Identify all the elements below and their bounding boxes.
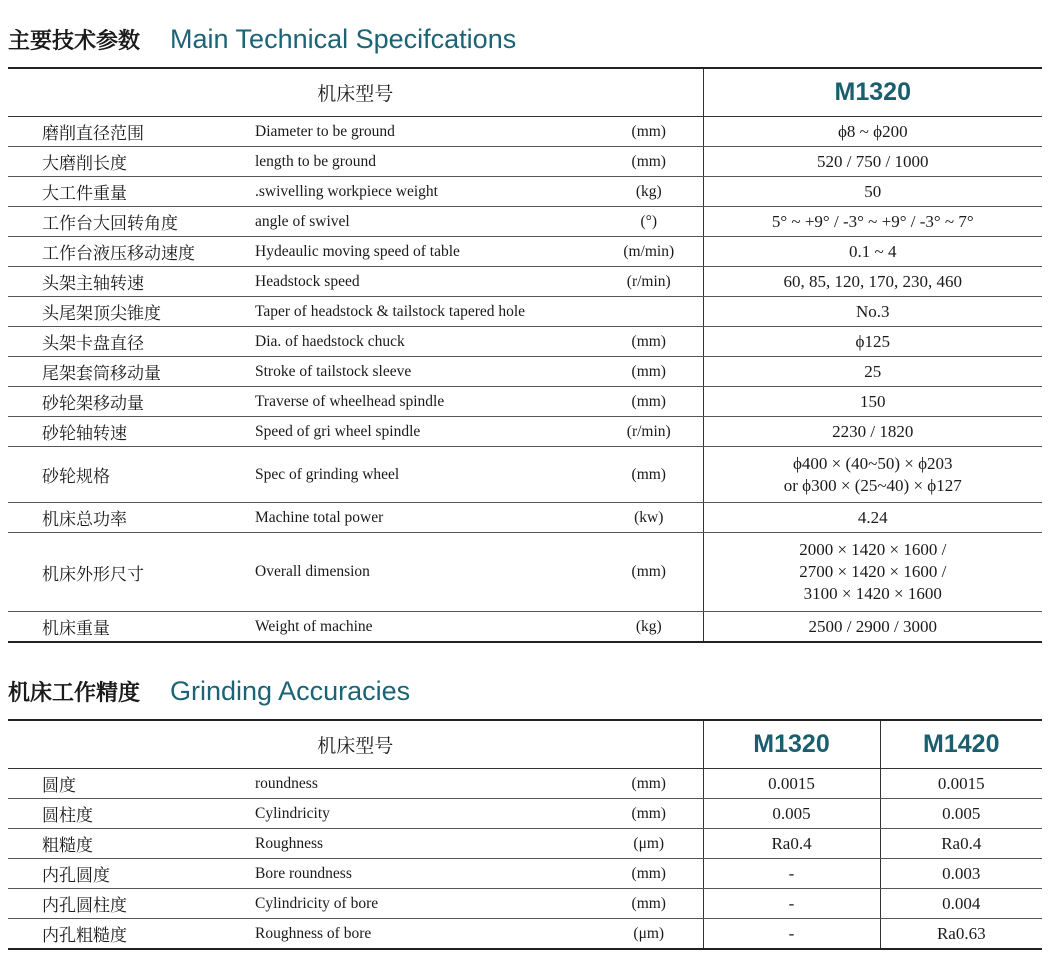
accuracy-row-m1420-value: 0.004 [880, 889, 1042, 919]
accuracy-header-row [8, 720, 1042, 769]
spec-row-name-en: Hydeaulic moving speed of table [255, 237, 595, 267]
accuracy-row-name-en: Cylindricity of bore [255, 889, 595, 919]
spec-row-value [703, 297, 1042, 327]
accuracy-row-name-cn: 内孔圆度 [8, 859, 255, 889]
accuracy-row-m1420-value: 0.005 [880, 799, 1042, 829]
spec-row-name-en: Headstock speed [255, 267, 595, 297]
accuracy-model-m1320: M1320 [703, 720, 880, 769]
spec-value-line: No.3 [856, 301, 890, 321]
spec-value-line: 2700 × 1420 × 1600 / [799, 562, 947, 581]
accuracy-row-m1420-value: Ra0.4 [880, 829, 1042, 859]
spec-section-title [8, 24, 516, 54]
spec-row [8, 267, 1042, 297]
spec-row [8, 177, 1042, 207]
spec-row-value [703, 237, 1042, 267]
accuracy-row-name-en: Roughness of bore [255, 919, 595, 950]
spec-row-name-cn: 头尾架顶尖锥度 [8, 297, 255, 327]
spec-row-value [703, 387, 1042, 417]
spec-value-line: 5° ~ +9° / -3° ~ +9° / -3° ~ 7° [771, 211, 974, 231]
accuracy-title-en: Grinding Accuracies [170, 676, 411, 706]
spec-row-value [703, 533, 1042, 612]
spec-row-value [703, 147, 1042, 177]
spec-row-name-cn: 砂轮轴转速 [8, 417, 255, 447]
spec-row-name-cn: 头架卡盘直径 [8, 327, 255, 357]
spec-model-label: 机床型号 [8, 68, 703, 117]
accuracy-row-unit: (mm) [595, 799, 703, 829]
spec-row-unit: (r/min) [595, 267, 703, 297]
spec-row-value [703, 357, 1042, 387]
spec-row-name-cn: 砂轮规格 [8, 447, 255, 503]
spec-row-name-en: angle of swivel [255, 207, 595, 237]
spec-row-unit: (mm) [595, 117, 703, 147]
spec-row [8, 533, 1042, 612]
accuracy-row-m1420-value: 0.0015 [880, 769, 1042, 799]
accuracy-row-name-en: roundness [255, 769, 595, 799]
spec-row-value [703, 207, 1042, 237]
spec-row-value [703, 503, 1042, 533]
spec-row-value [703, 417, 1042, 447]
spec-title-cn: 主要技术参数 [8, 29, 141, 54]
spec-row-unit: (mm) [595, 357, 703, 387]
accuracy-model-label: 机床型号 [8, 720, 703, 769]
spec-row-name-en: Overall dimension [255, 533, 595, 612]
spec-row-name-en: .swivelling workpiece weight [255, 177, 595, 207]
spec-row-unit: (°) [595, 207, 703, 237]
spec-row-name-en: length to be ground [255, 147, 595, 177]
accuracy-row-m1320-value: 0.0015 [703, 769, 880, 799]
spec-row [8, 387, 1042, 417]
accuracy-row [8, 799, 1042, 829]
spec-value-line: ϕ125 [855, 331, 890, 351]
accuracy-row-unit: (μm) [595, 919, 703, 950]
spec-header-row [8, 68, 1042, 117]
spec-row-value [703, 447, 1042, 503]
spec-row-name-en: Spec of grinding wheel [255, 447, 595, 503]
accuracy-row-m1420-value: Ra0.63 [880, 919, 1042, 950]
spec-value-line: 60, 85, 120, 170, 230, 460 [783, 271, 963, 291]
spec-row-name-en: Diameter to be ground [255, 117, 595, 147]
spec-value-line: 150 [860, 391, 886, 411]
spec-row-value [703, 612, 1042, 643]
accuracy-row-name-cn: 圆度 [8, 769, 255, 799]
spec-row [8, 503, 1042, 533]
accuracy-row-name-cn: 内孔圆柱度 [8, 889, 255, 919]
spec-row-name-cn: 机床总功率 [8, 503, 255, 533]
spec-row-unit: (kg) [595, 177, 703, 207]
accuracy-row-unit: (mm) [595, 889, 703, 919]
spec-title-en: Main Technical Specifcations [170, 24, 517, 54]
spec-row-value [703, 177, 1042, 207]
spec-row [8, 297, 1042, 327]
accuracy-row-name-cn: 圆柱度 [8, 799, 255, 829]
spec-row-unit: (mm) [595, 327, 703, 357]
spec-row-name-en: Traverse of wheelhead spindle [255, 387, 595, 417]
spec-row [8, 237, 1042, 267]
spec-row-value [703, 267, 1042, 297]
spec-row [8, 447, 1042, 503]
accuracy-section-title [8, 676, 410, 706]
accuracy-row-unit: (μm) [595, 829, 703, 859]
spec-row-name-en: Speed of gri wheel spindle [255, 417, 595, 447]
spec-row-name-en: Weight of machine [255, 612, 595, 643]
spec-model-name: M1320 [703, 68, 1042, 117]
spec-row-unit: (mm) [595, 387, 703, 417]
spec-row-unit: (r/min) [595, 417, 703, 447]
spec-row-name-en: Dia. of haedstock chuck [255, 327, 595, 357]
accuracy-row [8, 829, 1042, 859]
spec-row [8, 147, 1042, 177]
spec-value-line: 520 / 750 / 1000 [817, 151, 929, 171]
spec-row-name-cn: 尾架套筒移动量 [8, 357, 255, 387]
accuracy-row-m1320-value: - [703, 859, 880, 889]
spec-row-name-en: Machine total power [255, 503, 595, 533]
accuracy-row-m1420-value: 0.003 [880, 859, 1042, 889]
spec-row [8, 117, 1042, 147]
spec-value-line: or ϕ300 × (25~40) × ϕ127 [783, 475, 962, 495]
accuracy-row [8, 859, 1042, 889]
spec-value-line: ϕ400 × (40~50) × ϕ203 [792, 453, 953, 473]
accuracy-row-m1320-value: - [703, 919, 880, 950]
spec-row-name-cn: 机床外形尺寸 [8, 533, 255, 612]
spec-row-name-cn: 机床重量 [8, 612, 255, 643]
accuracy-row-m1320-value: Ra0.4 [703, 829, 880, 859]
spec-row-unit: (m/min) [595, 237, 703, 267]
accuracy-table [8, 719, 1042, 950]
spec-row [8, 417, 1042, 447]
spec-row-unit: (mm) [595, 147, 703, 177]
spec-row-unit: (kg) [595, 612, 703, 643]
spec-row-unit [595, 297, 703, 327]
spec-value-line: 25 [864, 361, 882, 381]
spec-row [8, 207, 1042, 237]
spec-row-name-en: Stroke of tailstock sleeve [255, 357, 595, 387]
spec-row [8, 357, 1042, 387]
spec-row-value [703, 117, 1042, 147]
accuracy-row [8, 919, 1042, 950]
spec-row [8, 612, 1042, 643]
accuracy-row-name-en: Cylindricity [255, 799, 595, 829]
accuracy-row-name-en: Bore roundness [255, 859, 595, 889]
spec-row-name-cn: 磨削直径范围 [8, 117, 255, 147]
spec-row-name-cn: 工作台大回转角度 [8, 207, 255, 237]
accuracy-row [8, 889, 1042, 919]
spec-value-line: 2000 × 1420 × 1600 / [799, 540, 947, 559]
accuracy-row-m1320-value: - [703, 889, 880, 919]
spec-row-name-en: Taper of headstock & tailstock tapered hole [255, 297, 595, 327]
spec-value-line: 3100 × 1420 × 1600 [803, 584, 942, 603]
spec-value-line: ϕ8 ~ ϕ200 [837, 121, 908, 141]
spec-row-value [703, 327, 1042, 357]
spec-value-line: 4.24 [857, 507, 888, 527]
accuracy-row [8, 769, 1042, 799]
accuracy-row-unit: (mm) [595, 859, 703, 889]
accuracy-row-unit: (mm) [595, 769, 703, 799]
spec-value-line: 2230 / 1820 [832, 421, 914, 441]
spec-table [8, 67, 1042, 643]
accuracy-row-m1320-value: 0.005 [703, 799, 880, 829]
accuracy-row-name-cn: 粗糙度 [8, 829, 255, 859]
spec-row [8, 327, 1042, 357]
spec-row-unit: (mm) [595, 533, 703, 612]
spec-row-name-cn: 头架主轴转速 [8, 267, 255, 297]
spec-row-unit: (mm) [595, 447, 703, 503]
spec-value-line: 2500 / 2900 / 3000 [808, 616, 937, 636]
accuracy-model-m1420: M1420 [880, 720, 1042, 769]
accuracy-title-cn: 机床工作精度 [8, 681, 141, 706]
accuracy-row-name-cn: 内孔粗糙度 [8, 919, 255, 950]
spec-row-name-cn: 砂轮架移动量 [8, 387, 255, 417]
spec-row-name-cn: 大工件重量 [8, 177, 255, 207]
spec-value-line: 0.1 ~ 4 [849, 241, 897, 261]
spec-value-line: 50 [864, 181, 882, 201]
spec-row-name-cn: 大磨削长度 [8, 147, 255, 177]
spec-row-name-cn: 工作台液压移动速度 [8, 237, 255, 267]
accuracy-row-name-en: Roughness [255, 829, 595, 859]
spec-row-unit: (kw) [595, 503, 703, 533]
